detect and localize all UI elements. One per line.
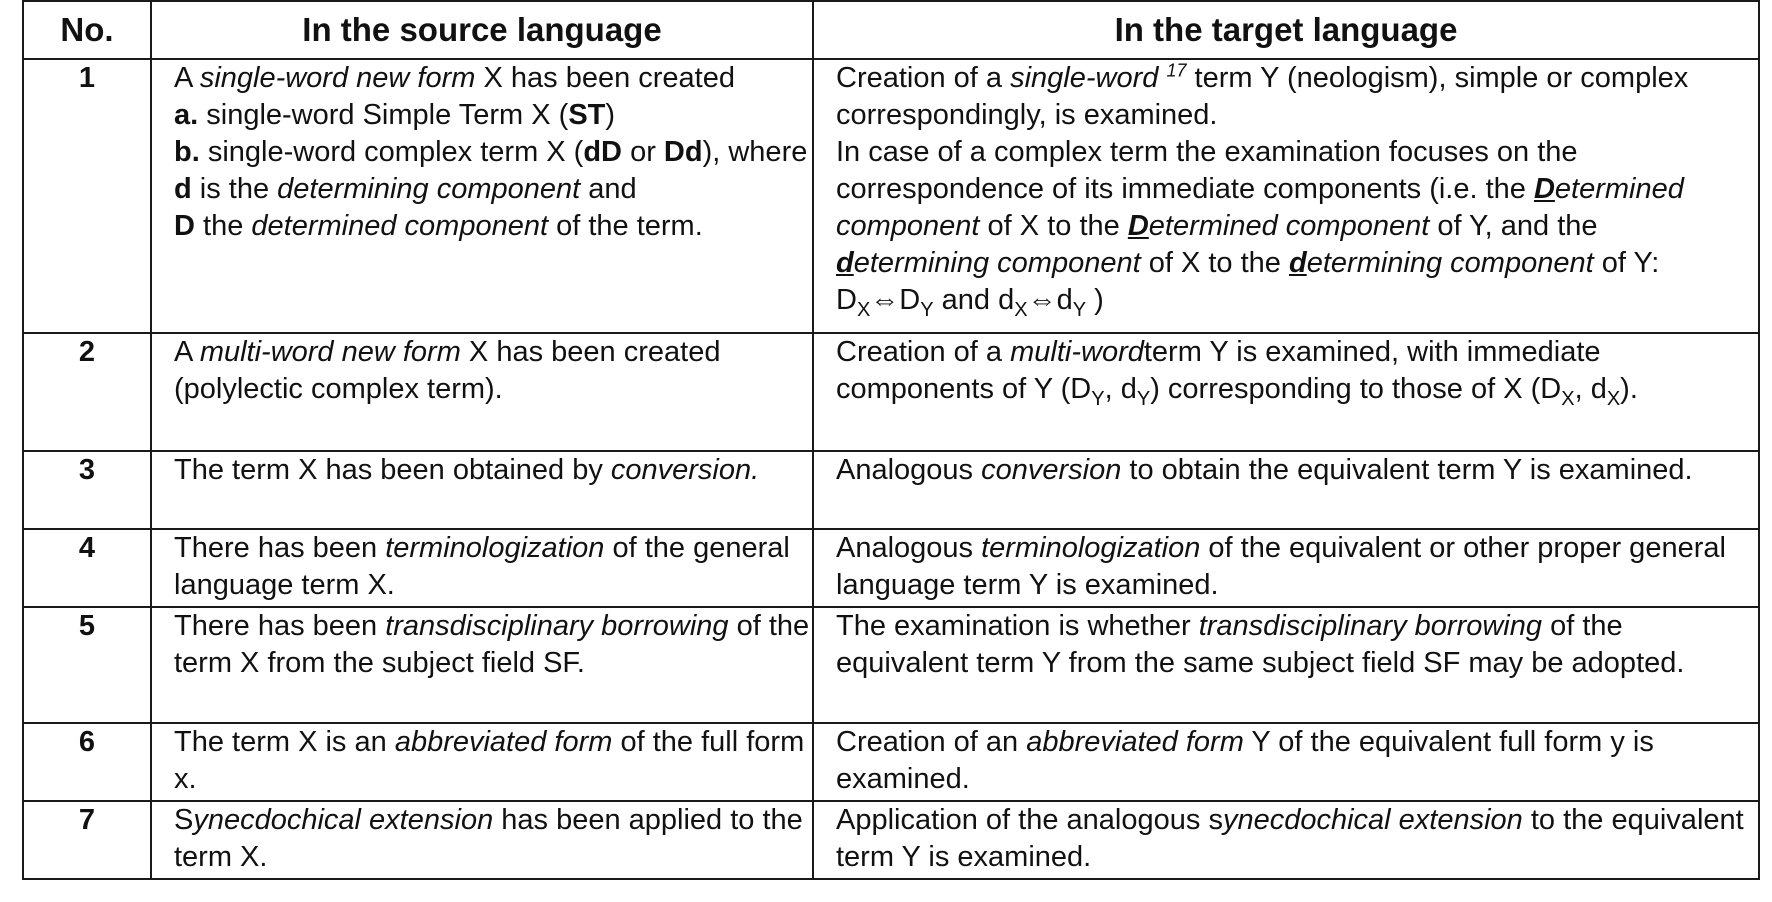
target-cell: Analogous terminologization of the equivalent or other proper general language term Y is examined. [813, 529, 1759, 607]
header-no: No. [23, 1, 151, 59]
source-line: b. single-word complex term X (dD or Dd), where [174, 136, 808, 168]
row-number: 1 [23, 59, 151, 333]
equivalence-arrow-icon: ⇔ [870, 284, 900, 316]
source-line: a. single-word Simple Term X (ST) [174, 99, 616, 131]
table-row [23, 333, 1759, 451]
source-cell: A multi-word new form X has been created (polylectic complex term). [151, 333, 813, 451]
target-cell [813, 59, 1759, 333]
table-row [23, 529, 1759, 607]
target-cell: Creation of a multi-wordterm Y is examined, with immediate components of Y ($D_Y$, $d_Y$) corresponding to those of X ($D_X$, $d_X$). [813, 333, 1759, 451]
source-cell: Synecdochical extension has been applied to the term X. [151, 801, 813, 879]
target-cell: The examination is whether transdisciplinary borrowing of the equivalent term Y from the same subject field SF may be adopted. [813, 607, 1759, 723]
source-line: d is the determining component and [174, 173, 637, 205]
header-source-language: In the source language [151, 1, 813, 59]
target-cell: Creation of an abbreviated form Y of the equivalent full form y is examined. [813, 723, 1759, 801]
header-row [23, 1, 1759, 59]
table-row [23, 607, 1759, 723]
source-cell: There has been transdisciplinary borrowing of the term X from the subject field SF. [151, 607, 813, 723]
target-line: In case of a complex term the examination focuses on the correspondence of its immediate components (i.e. the Determined component of X to the Determined component of Y, and the determining component of X to the determining component of Y: $D_X\Leftrightarrow D_Y$ and $d_X\Leftrightarrow d_Y$ ) [836, 136, 1684, 321]
table-row [23, 451, 1759, 529]
row-number: 4 [23, 529, 151, 607]
term-formation-table-sheet [22, 0, 1758, 880]
equivalence-arrow-icon: ⇔ [1027, 284, 1057, 316]
table-row [23, 801, 1759, 879]
table-row [23, 59, 1759, 333]
table-row [23, 723, 1759, 801]
row-number: 2 [23, 333, 151, 451]
row-number: 7 [23, 801, 151, 879]
target-line: Creation of a single-word $^{17}$ term Y (neologism), simple or complex correspondingly, is examined. [836, 60, 1689, 131]
term-formation-table [22, 0, 1760, 880]
footnote-marker: 17 [1166, 60, 1187, 81]
row-number: 5 [23, 607, 151, 723]
target-cell: Application of the analogous synecdochical extension to the equivalent term Y is examined. [813, 801, 1759, 879]
source-cell [151, 59, 813, 333]
source-cell: There has been terminologization of the general language term X. [151, 529, 813, 607]
header-target-language: In the target language [813, 1, 1759, 59]
row-number: 6 [23, 723, 151, 801]
target-cell: Analogous conversion to obtain the equivalent term Y is examined. [813, 451, 1759, 529]
source-line: D the determined component of the term. [174, 210, 703, 242]
source-line: A single-word new form X has been created [174, 62, 735, 94]
source-cell: The term X has been obtained by conversion. [151, 451, 813, 529]
row-number: 3 [23, 451, 151, 529]
source-cell: The term X is an abbreviated form of the full form x. [151, 723, 813, 801]
